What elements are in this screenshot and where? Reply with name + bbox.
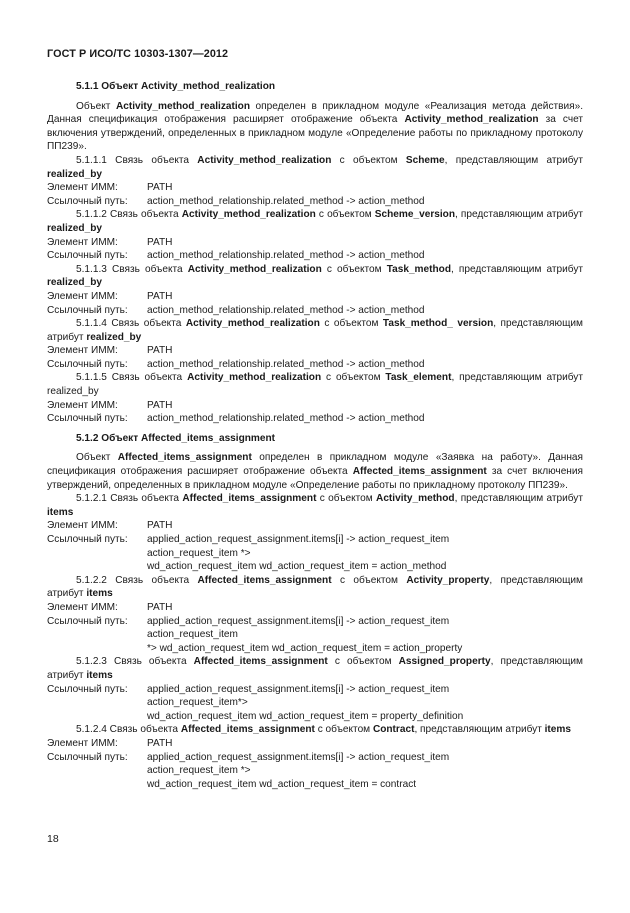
text-run: , представляющим атрибут <box>455 209 583 221</box>
section-intro-5-1-1 <box>47 100 583 154</box>
text-run: с объектом <box>315 209 375 221</box>
reference-path-continuation: wd_action_request_item wd_action_request_item = contract <box>147 778 417 790</box>
text-run: Ссылочный путь: <box>47 304 128 316</box>
text-run: Ссылочный путь: <box>47 195 128 207</box>
bold-term: items <box>544 724 571 736</box>
mim-element-row <box>47 290 583 304</box>
mim-element-row <box>47 344 583 358</box>
text-run: , представляющим атрибут <box>47 656 583 681</box>
text-run: PATH <box>147 520 173 532</box>
reference-path-continuation: wd_action_request_item wd_action_request_item = action_method <box>147 561 447 573</box>
bold-term: Activity_property <box>406 574 490 586</box>
bold-term: Affected_items_assignment <box>193 656 328 668</box>
reference-path-continuation: wd_action_request_item wd_action_request_item = property_definition <box>147 710 464 722</box>
text-run: PATH <box>147 182 173 194</box>
text-run: PATH <box>147 737 173 749</box>
text-run: PATH <box>147 399 173 411</box>
bold-term: Affected_items_assignment <box>352 466 487 478</box>
bold-term: Activity_method_realization <box>197 154 332 166</box>
reference-path-row <box>47 304 583 318</box>
reference-path-row <box>47 683 583 697</box>
text-run: Ссылочный путь: <box>47 751 128 763</box>
text-run: applied_action_request_assignment.items[i] -> action_request_item <box>147 751 450 763</box>
text-run: , представляющим атрибут <box>47 318 583 343</box>
reference-path-row <box>47 249 583 263</box>
text-run: Элемент ИММ: <box>47 236 118 248</box>
bold-term: Affected_items_assignment <box>180 724 315 736</box>
text-run: с объектом <box>319 318 383 330</box>
text-run: action_method_relationship.related_method -> action_method <box>147 413 425 425</box>
clause-title <box>47 208 583 235</box>
clause-5-1-1-2 <box>47 208 583 262</box>
bold-term: Activity_method_realization <box>185 318 320 330</box>
text-run: applied_action_request_assignment.items[i] -> action_request_item <box>147 615 450 627</box>
page-content <box>47 80 583 791</box>
bold-term: Activity_method_realization <box>187 372 322 384</box>
bold-term: Task_method_ version <box>382 318 494 330</box>
clause-5-1-1-4 <box>47 317 583 371</box>
text-run: с объектом <box>321 372 386 384</box>
bold-term: items <box>47 506 74 518</box>
page-number: 18 <box>47 833 59 845</box>
bold-term: Affected_items_assignment <box>117 452 252 464</box>
reference-path-continuation: action_request_item *> <box>147 547 251 559</box>
text-run: за счет включения утверждений, определенных в прикладном модуле «Определение работы по прикладному протоколу ПП239». <box>47 114 583 153</box>
mim-element-row <box>47 181 583 195</box>
text-run: Ссылочный путь: <box>47 358 128 370</box>
section-intro-5-1-2 <box>47 451 583 492</box>
clause-title <box>47 371 583 398</box>
text-run: Ссылочный путь: <box>47 250 128 262</box>
text-run: , представляющим атрибут <box>414 724 545 736</box>
section-heading-5-1-2: 5.1.2 Объект Affected_items_assignment <box>76 432 276 444</box>
text-run: action_method_relationship.related_method -> action_method <box>147 195 425 207</box>
bold-term: realized_by <box>86 331 142 343</box>
text-run: 5.1.1.2 Связь объекта <box>76 209 182 221</box>
text-run: определен в прикладном модуле «Реализация метода действия». Данная спецификация отображения расширяет отображение объекта <box>47 100 583 126</box>
text-run: Элемент ИММ: <box>47 601 118 613</box>
text-run: Элемент ИММ: <box>47 182 118 194</box>
bold-term: Contract <box>372 724 415 736</box>
reference-path-row <box>47 751 583 765</box>
bold-term: realized_by <box>47 222 102 234</box>
clause-title <box>47 655 583 682</box>
text-run: 5.1.2.4 Связь объекта <box>76 724 181 736</box>
text-run: Элемент ИММ: <box>47 345 118 357</box>
text-run: 5.1.2.2 Связь объекта <box>76 574 198 586</box>
reference-path-row <box>47 615 583 629</box>
clause-title <box>47 263 583 290</box>
bold-term: Scheme <box>405 154 445 166</box>
bold-term: Activity_method <box>376 493 455 505</box>
text-run: за счет включения утверждений, определенных в прикладном модуле «Определение работы по прикладному протоколу ПП239». <box>47 466 583 491</box>
bold-term: Task_element <box>385 372 452 384</box>
reference-path-row <box>47 533 583 547</box>
mim-element-row <box>47 601 583 615</box>
text-run: Элемент ИММ: <box>47 737 118 749</box>
bold-term: Activity_method_realization <box>187 263 322 275</box>
reference-path-row <box>47 358 583 372</box>
bold-term: realized_by <box>47 168 102 180</box>
text-run: , представляющим атрибут <box>444 154 583 166</box>
reference-path-continuation: action_request_item *> <box>147 765 251 777</box>
clause-5-1-1-5 <box>47 371 583 425</box>
bold-term: Activity_method_realization <box>115 100 250 112</box>
section-heading-5-1-1: 5.1.1 Объект Activity_method_realization <box>76 81 276 92</box>
bold-term: items <box>86 588 113 600</box>
bold-term: realized_by <box>47 277 102 289</box>
text-run: Элемент ИММ: <box>47 399 118 411</box>
clause-5-1-1-3 <box>47 263 583 317</box>
text-run: Объект <box>76 100 116 112</box>
clause-title <box>47 574 583 601</box>
document-header: ГОСТ Р ИСО/ТС 10303-1307—2012 <box>47 48 229 60</box>
clause-title <box>47 317 583 344</box>
text-run: с объектом <box>331 154 406 166</box>
text-run: 5.1.1.4 Связь объекта <box>76 318 186 330</box>
bold-term: Assigned_property <box>398 656 491 668</box>
text-run: с объектом <box>316 493 377 505</box>
text-run: с объектом <box>331 574 407 586</box>
text-run: с объектом <box>327 656 399 668</box>
bold-term: Affected_items_assignment <box>182 493 317 505</box>
mim-element-row <box>47 519 583 533</box>
clause-5-1-2-2 <box>47 574 583 656</box>
bold-term: Scheme_version <box>374 209 455 221</box>
text-run: определен в прикладном модуле «Заявка на работу». Данная спецификация отображения расширяет отображение объекта <box>47 452 583 478</box>
text-run: action_method_relationship.related_method -> action_method <box>147 358 425 370</box>
clause-5-1-2-4 <box>47 723 583 791</box>
text-run: , представляющим атрибут <box>451 263 583 275</box>
text-run: с объектом <box>314 724 373 736</box>
bold-term: items <box>86 669 113 681</box>
text-run: action_method_relationship.related_method -> action_method <box>147 250 425 262</box>
reference-path-continuation: action_request_item*> <box>147 697 248 709</box>
bold-term: Activity_method_realization <box>404 114 539 126</box>
mim-element-row <box>47 737 583 751</box>
text-run: , представляющим атрибут <box>47 574 583 600</box>
text-run: с объектом <box>321 263 387 275</box>
text-run: 5.1.2.3 Связь объекта <box>76 656 194 668</box>
text-run: Ссылочный путь: <box>47 615 128 627</box>
text-run: Объект <box>76 452 118 464</box>
text-run: PATH <box>147 236 173 248</box>
text-run: Ссылочный путь: <box>47 683 128 695</box>
mim-element-row <box>47 399 583 413</box>
text-run: PATH <box>147 601 173 613</box>
text-run: Ссылочный путь: <box>47 413 128 425</box>
reference-path-row <box>47 412 583 426</box>
clause-title <box>47 492 583 519</box>
text-run: action_method_relationship.related_method -> action_method <box>147 304 425 316</box>
text-run: Элемент ИММ: <box>47 520 118 532</box>
clause-5-1-1-1 <box>47 154 583 208</box>
clause-5-1-2-1 <box>47 492 583 574</box>
text-run: 5.1.2.1 Связь объекта <box>76 493 183 505</box>
bold-term: Task_method <box>386 263 452 275</box>
clause-title <box>47 723 583 737</box>
bold-term: Affected_items_assignment <box>197 574 332 586</box>
text-run: , представляющим атрибут <box>454 493 583 505</box>
text-run: 5.1.1.1 Связь объекта <box>76 154 198 166</box>
mim-element-row <box>47 236 583 250</box>
text-run: Элемент ИММ: <box>47 290 118 302</box>
text-run: 5.1.1.5 Связь объекта <box>76 372 188 384</box>
clause-5-1-2-3 <box>47 655 583 723</box>
text-run: Ссылочный путь: <box>47 534 128 545</box>
text-run: applied_action_request_assignment.items[i] -> action_request_item <box>147 534 450 545</box>
text-run: PATH <box>147 345 173 357</box>
text-run: , представляющим атрибут realized_by <box>47 372 583 398</box>
text-run: 5.1.1.3 Связь объекта <box>76 263 188 275</box>
reference-path-continuation: action_request_item <box>147 629 238 641</box>
clause-title <box>47 154 583 181</box>
reference-path-row <box>47 195 583 209</box>
bold-term: Activity_method_realization <box>181 209 316 221</box>
text-run: PATH <box>147 290 173 302</box>
reference-path-continuation: *> wd_action_request_item wd_action_request_item = action_property <box>147 642 463 654</box>
text-run: applied_action_request_assignment.items[i] -> action_request_item <box>147 683 450 695</box>
